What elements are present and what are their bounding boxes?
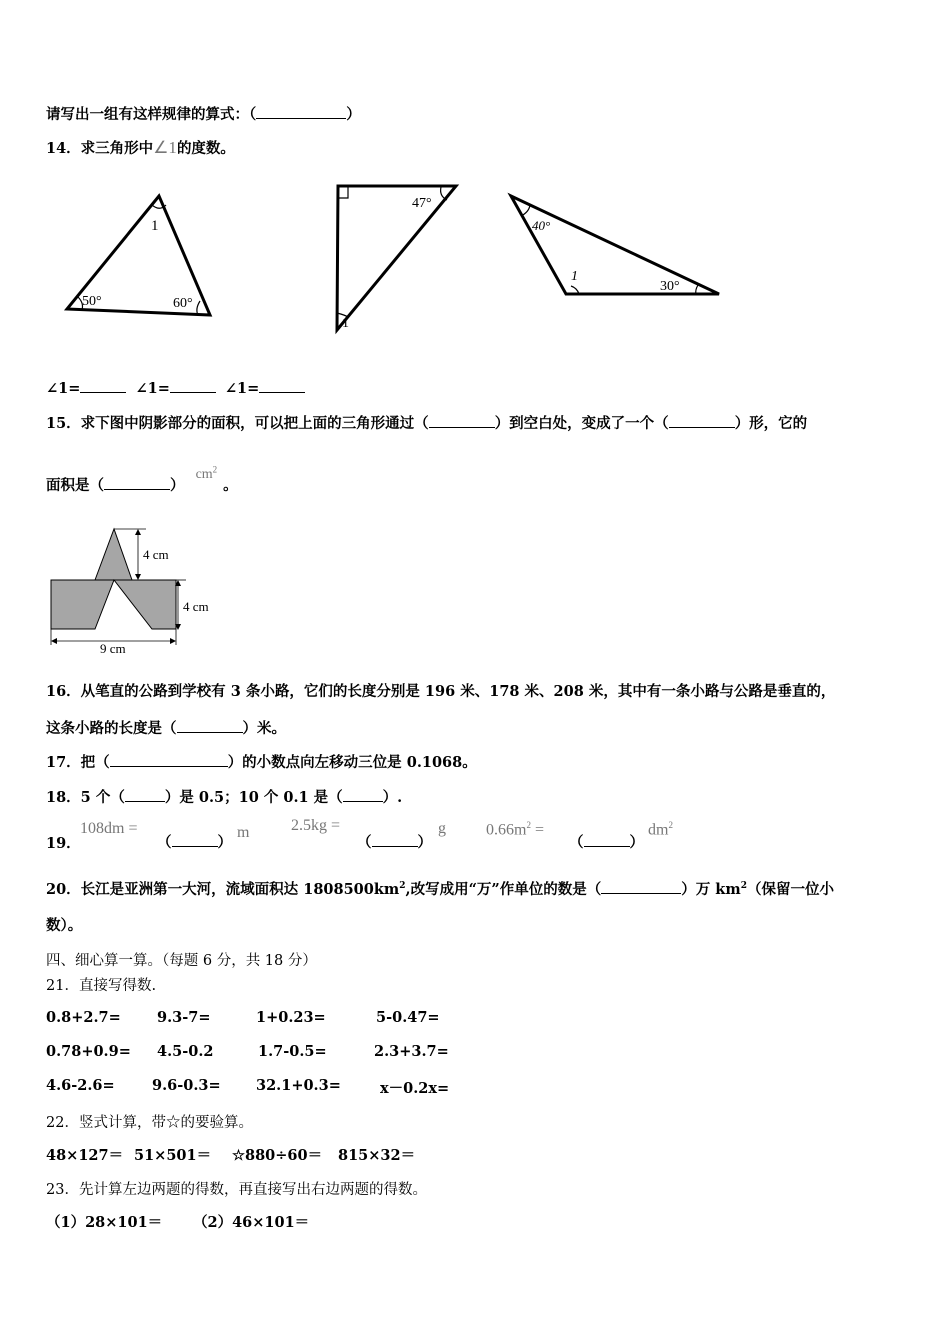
q19-expr-2: 2.5kg = — [291, 817, 341, 834]
angle-40-label: 40° — [532, 218, 551, 233]
triangle-3-shape — [511, 196, 719, 294]
q19-expr-1: 108dm = — [80, 820, 138, 837]
q15-blank-method[interactable] — [429, 426, 495, 428]
q15-blank-area[interactable] — [104, 488, 170, 490]
q21-item: 4.5-0.2 — [157, 1043, 214, 1060]
angle-30-label: 30° — [660, 279, 680, 294]
right-angle-mark — [338, 186, 348, 198]
angle-50-label: 50° — [82, 294, 102, 309]
q21-item: 9.3-7= — [157, 1009, 211, 1026]
angle-60-label: 60° — [173, 296, 193, 311]
q22-item: 48×127＝ — [46, 1147, 124, 1164]
q19-answer-3: （ ） — [569, 834, 644, 851]
q21-item: 1.7-0.5= — [258, 1043, 327, 1060]
triangle-figure-2 — [328, 180, 468, 335]
q19-answer-2: （ ） — [357, 834, 432, 851]
q22-item: 815×32＝ — [338, 1147, 416, 1164]
q15-blank-shape[interactable] — [669, 426, 735, 428]
q21-item: 4.6-2.6= — [46, 1077, 115, 1094]
q21-title: 21．直接写得数. — [46, 978, 157, 994]
q20-answer-blank[interactable] — [601, 892, 681, 894]
q18-line: 18．5 个（ ）是 0.5；10 个 0.1 是（ ）. — [46, 789, 403, 806]
q19-blank-1[interactable] — [172, 845, 218, 847]
q13-formula-line: 请写出一组有这样规律的算式：（ ） — [46, 106, 361, 123]
q17-answer-blank[interactable] — [110, 765, 228, 767]
q14-answer-blank-3[interactable] — [259, 391, 305, 393]
q16-stem-line-1: 16．从笔直的公路到学校有 3 条小路，它们的长度分别是 196 米、178 米、208 米，其中有一条小路与公路是垂直的， — [46, 683, 836, 700]
shaded-area-figure — [48, 525, 228, 660]
q19-unit-2: g — [438, 820, 446, 837]
q19-unit-3: $dm^2$ — [648, 820, 673, 839]
q17-line: 17．把（ ）的小数点向左移动三位是 0.1068。 — [46, 754, 477, 771]
q21-item: 2.3+3.7= — [374, 1043, 449, 1060]
angle-symbol: ∠1 — [153, 138, 177, 157]
angle-1-label-2: 1 — [342, 316, 349, 331]
q23-title: 23．先计算左边两题的得数，再直接写出右边两题的得数。 — [46, 1182, 427, 1198]
triangle-figure-1 — [60, 190, 220, 322]
upper-height-label: 4 cm — [143, 547, 169, 562]
arrow-head — [135, 529, 141, 535]
q22-item: 51×501＝ — [134, 1147, 212, 1164]
q21-item: 1+0.23= — [256, 1009, 326, 1026]
lower-height-label: 4 cm — [183, 599, 209, 614]
q15-unit: $cm^2$ — [195, 464, 218, 482]
lower-shaded-region — [51, 580, 176, 629]
q14-stem: 14．求三角形中∠1的度数。 — [46, 138, 235, 157]
q14-answers: ∠1= ∠1= ∠1= — [46, 380, 305, 397]
q21-item: 9.6-0.3= — [152, 1077, 221, 1094]
q19-unit-1: m — [237, 824, 250, 841]
q21-item: 0.78+0.9= — [46, 1043, 131, 1060]
q22-item: ☆880÷60＝ — [232, 1147, 323, 1164]
q23-item: （1）28×101＝ — [46, 1214, 163, 1231]
q23-item: （2）46×101＝ — [193, 1214, 310, 1231]
q13-answer-blank[interactable] — [256, 117, 346, 119]
q15-stem-line-1: 15．求下图中阴影部分的面积，可以把上面的三角形通过（ ）到空白处，变成了一个（ ）形，它的 — [46, 415, 808, 432]
q19-answer-1: （ ） — [157, 834, 232, 851]
arrow-head — [170, 638, 176, 644]
arrow-head — [135, 574, 141, 580]
q22-title: 22．竖式计算，带☆的要验算。 — [46, 1115, 253, 1131]
q21-item: 32.1+0.3= — [256, 1077, 341, 1094]
q16-stem-line-2: 这条小路的长度是（ ）米。 — [46, 720, 286, 737]
q20-stem-line-2: 数）。 — [46, 917, 83, 934]
arrow-head — [51, 638, 57, 644]
width-label: 9 cm — [100, 641, 126, 656]
q18-answer-blank-1[interactable] — [125, 800, 165, 802]
q21-item: 5-0.47= — [376, 1009, 440, 1026]
q19-number: 19． — [46, 835, 81, 852]
upper-triangle — [95, 529, 132, 580]
q21-item: x－0.2x= — [380, 1080, 450, 1097]
q21-item: 0.8+2.7= — [46, 1009, 121, 1026]
angle-1-label: 1 — [151, 218, 159, 234]
angle-1-label-3: 1 — [571, 269, 578, 284]
q14-answer-blank-2[interactable] — [170, 391, 216, 393]
q19-expr-3: $0.66m^2$ = — [486, 820, 544, 839]
q20-stem-line-1: 20．长江是亚洲第一大河，流域面积达 $1808500km^2$,改写成用“万”作单位的数是（ ）万 $km^2$（保留一位小 — [46, 881, 834, 898]
q19-blank-3[interactable] — [584, 845, 630, 847]
angle-47-label: 47° — [412, 196, 432, 211]
angle-arc-right — [197, 301, 200, 315]
q15-stem-line-2: 面积是（ ） $cm^2$。 — [46, 464, 238, 494]
section-4-heading: 四、细心算一算。（每题 6 分，共 18 分） — [46, 953, 317, 969]
triangle-figure-3 — [505, 190, 730, 302]
q16-answer-blank[interactable] — [177, 731, 243, 733]
triangle-2-shape — [337, 186, 456, 330]
q19-blank-2[interactable] — [372, 845, 418, 847]
q14-answer-blank-1[interactable] — [80, 391, 126, 393]
q18-answer-blank-2[interactable] — [343, 800, 383, 802]
